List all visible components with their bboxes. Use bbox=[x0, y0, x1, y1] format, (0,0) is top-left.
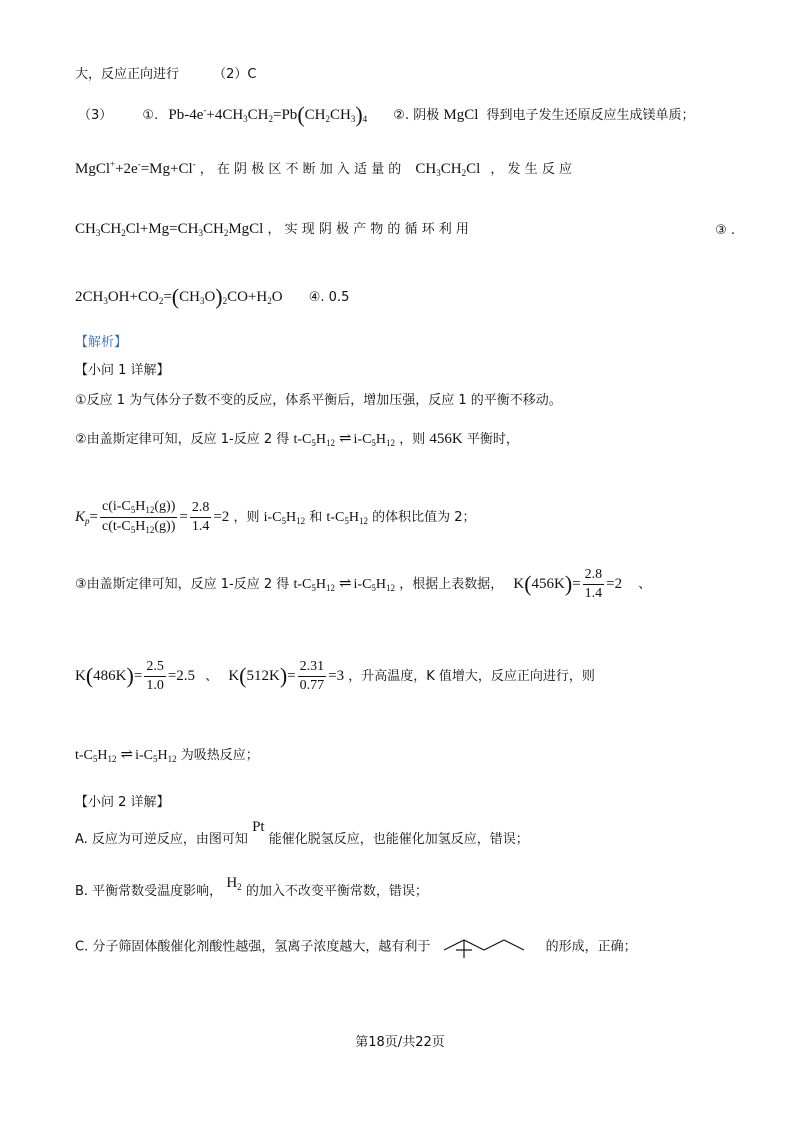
p2-text-b: ，则 bbox=[399, 432, 426, 447]
answer-text: 大，反应正向进行 bbox=[75, 67, 180, 82]
equilibrium-t-to-i-2: $t-C_5H_{12}$ ⇌ $i-C_5H_{12}$ bbox=[293, 576, 396, 593]
k-456: K(456K)= bbox=[513, 571, 581, 596]
subquestion-2-heading: 【小问 2 详解】 bbox=[75, 795, 170, 810]
answer-line-5 bbox=[75, 286, 349, 308]
p2-text-a: ②由盖斯定律可知，反应 1-反应 2 得 bbox=[75, 432, 290, 447]
p3-text-a: ，则 bbox=[233, 510, 260, 525]
p6-text: 为吸热反应； bbox=[180, 748, 259, 763]
formula-i-c5h12: $i-C_5H_{12}$ bbox=[263, 510, 306, 526]
k-512: K(512K)= bbox=[228, 663, 296, 688]
k-486-result: =2.5 bbox=[167, 668, 196, 684]
p4-text-a: ③由盖斯定律可知，反应 1-反应 2 得 bbox=[75, 577, 290, 592]
p4-text-b: ，根据上表数据， bbox=[399, 577, 504, 592]
k-456-result: =2 bbox=[606, 576, 623, 592]
equilibrium-t-to-i: $t-C_5H_{12}$ ⇌ $i-C_5H_{12}$ bbox=[293, 431, 396, 448]
temperature-456k: 456K bbox=[429, 431, 463, 447]
option-c bbox=[75, 934, 637, 960]
line4-middle: ， 实 现 阴 极 产 物 的 循 环 利 用 bbox=[267, 222, 469, 237]
choice-2-text: 得到电子发生还原反应生成镁单质； bbox=[486, 108, 695, 123]
answer-q3: （3） bbox=[78, 108, 113, 123]
paragraph-3: $K_p=$ $\frac{c(i-C_5H_{12}(g))}{c(t-C_5H_{12}(g))}$ = $\frac{2.8}{1.4}$ =2 ，则 $i-C_5H_{12}$ 和 $t-C_5H_{12}$ 的体积比值为 2； bbox=[75, 499, 476, 535]
subquestion-1-heading: 【小问 1 详解】 bbox=[75, 363, 170, 378]
equation-mgcl: MgCl++2e-=Mg+Cl- bbox=[75, 159, 196, 177]
option-b-text-a: B. 平衡常数受温度影响， bbox=[75, 884, 223, 899]
p3-text-b: 和 bbox=[309, 510, 323, 525]
k-486-fraction: $\frac{2.5}{1.0}$ bbox=[146, 659, 164, 693]
p3-text-c: 的体积比值为 2； bbox=[372, 510, 476, 525]
k-486: K(486K)= bbox=[75, 663, 143, 688]
option-a-text-a: A. 反应为可逆反应，由图可知 bbox=[75, 832, 248, 847]
choice-1-label: ①. bbox=[142, 108, 159, 123]
answer-line-4 bbox=[75, 222, 735, 238]
ratio-fraction: $\frac{2.8}{1.4}$ bbox=[191, 500, 210, 534]
equation-grignard: $CH_3CH_2Cl+Mg=CH_3CH_2MgCl$ bbox=[75, 221, 264, 238]
paragraph-5 bbox=[75, 660, 595, 693]
option-c-text-b: 的形成，正确； bbox=[545, 939, 637, 955]
paragraph-4 bbox=[75, 568, 651, 601]
paragraph-1: ①反应 1 为气体分子数不变的反应，体系平衡后，增加压强，反应 1 的平衡不移动。 bbox=[75, 393, 562, 408]
kp-symbol: $K_p$ bbox=[75, 509, 90, 526]
formula-ch3ch2cl: $CH_3CH_2Cl$ bbox=[415, 161, 481, 178]
line3-end: ， 发 生 反 应 bbox=[490, 162, 572, 177]
option-b bbox=[75, 875, 428, 900]
kp-fraction: $\frac{c(i-C_5H_{12}(g))}{c(t-C_5H_{12}(g))}$ bbox=[101, 499, 176, 535]
analysis-heading: 【解析】 bbox=[75, 335, 128, 350]
answer-line-2 bbox=[78, 104, 695, 126]
answer-line-3 bbox=[75, 160, 572, 178]
line3-middle: ， 在 阴 极 区 不 断 加 入 适 量 的 bbox=[199, 162, 402, 177]
equation-dmc: $2CH_3OH+CO_2=(CH_3O)_2CO+H_2O$ bbox=[75, 284, 283, 309]
option-b-text-b: 的加入不改变平衡常数，错误； bbox=[245, 884, 428, 899]
formula-t-c5h12: $t-C_5H_{12}$ bbox=[326, 510, 368, 526]
page-footer: 第18页/共22页 bbox=[355, 1035, 445, 1050]
k-456-fraction: $\frac{2.8}{1.4}$ bbox=[584, 567, 603, 601]
formula-h2: $H_2$ bbox=[226, 875, 242, 892]
skeletal-structure-icon bbox=[440, 934, 535, 960]
equation-pb: $Pb-4e^-+4CH_3CH_2=Pb(CH_2CH_3)_4$ bbox=[168, 102, 368, 127]
equilibrium-t-to-i-3: $t-C_5H_{12}$ ⇌ $i-C_5H_{12}$ bbox=[75, 747, 177, 764]
paragraph-2 bbox=[75, 432, 519, 448]
choice-3-label: ③ . bbox=[715, 223, 735, 238]
kp-result: =2 bbox=[213, 509, 230, 525]
k-512-fraction: $\frac{2.31}{0.77}$ bbox=[299, 659, 325, 693]
option-a bbox=[75, 819, 529, 847]
paragraph-6 bbox=[75, 748, 259, 764]
formula-mgcl: MgCl bbox=[443, 107, 479, 123]
option-c-text-a: C. 分子筛固体酸催化剂酸性越强，氢离子浓度越大，越有利于 bbox=[75, 939, 431, 955]
choice-4: ④. 0.5 bbox=[308, 290, 350, 305]
k-512-result: =3 bbox=[328, 668, 345, 684]
p4-separator: 、 bbox=[638, 577, 652, 592]
choice-2-label: ②. 阴极 bbox=[393, 108, 440, 123]
formula-pt: Pt bbox=[252, 819, 265, 835]
p5-separator: 、 bbox=[205, 669, 219, 684]
p5-text: ，升高温度，K 值增大，反应正向进行，则 bbox=[348, 669, 595, 684]
answer-q2: （2）C bbox=[213, 67, 257, 82]
p2-text-c: 平衡时， bbox=[466, 432, 519, 447]
answer-line-1 bbox=[75, 68, 257, 81]
option-a-text-b: 能催化脱氢反应，也能催化加氢反应，错误； bbox=[268, 832, 529, 847]
